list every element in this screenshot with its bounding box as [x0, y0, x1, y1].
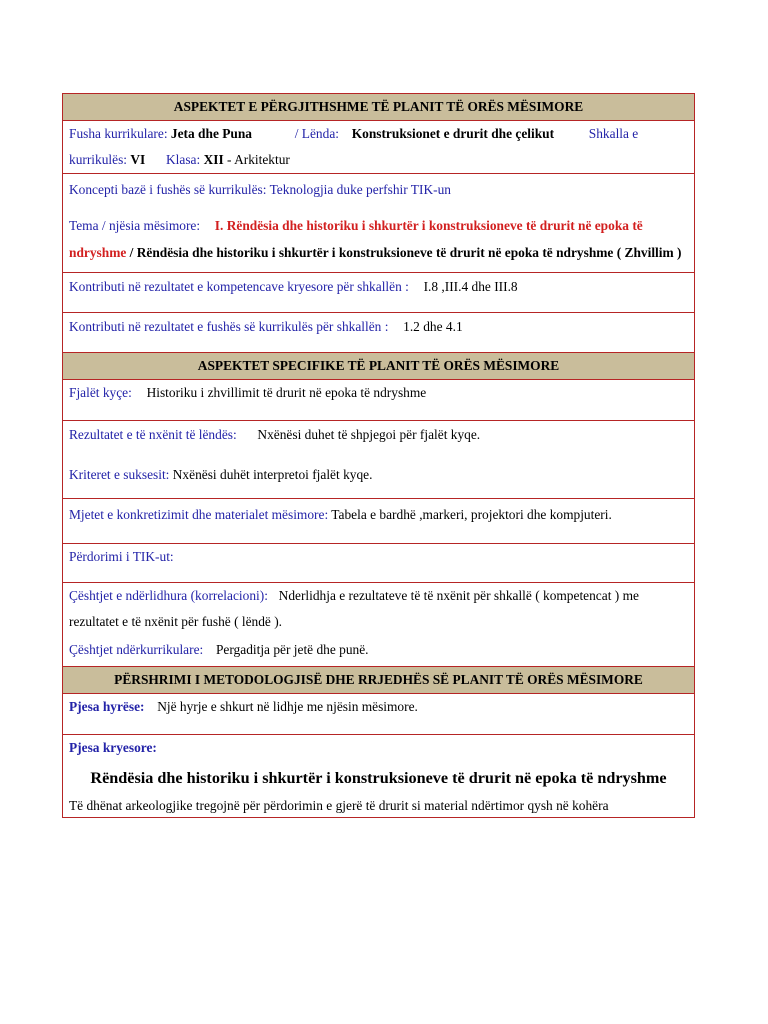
rezultatet-value: Nxënësi duhet të shpjegoi për fjalët kyqe. — [257, 427, 481, 442]
klasa-label: Klasa: — [165, 152, 201, 167]
kontributi-kompetenca-label: Kontributi në rezultatet e kompetencave kryesore për shkallën : — [69, 279, 409, 294]
lenda-label: / Lënda: — [294, 126, 339, 141]
koncepti-value: Teknologjia duke perfshir TIK-un — [269, 182, 451, 197]
kontributi-fusha-value: 1.2 dhe 4.1 — [403, 319, 463, 334]
row-hyrese — [63, 694, 695, 735]
kryesore-label: Pjesa kryesore: — [69, 740, 157, 755]
section-title-specific: ASPEKTET SPECIFIKE TË PLANIT TË ORËS MËSIMORE — [63, 353, 695, 380]
kriteret-value: Nxënësi duhët interpretoi fjalët kyqe. — [172, 467, 373, 482]
section-header-specific — [63, 353, 695, 380]
fjalet-label: Fjalët kyçe: — [69, 385, 132, 400]
tema-red-text: I. Rëndësia dhe historiku i shkurtër i konstruksioneve të drurit në epoka të ndryshme — [69, 218, 643, 260]
row-koncepti-tema — [63, 174, 695, 273]
row-kontributi-fusha — [63, 313, 695, 353]
hyrese-value: Një hyrje e shkurt në lidhje me njësin mësimore. — [157, 699, 418, 714]
koncepti-label: Koncepti bazë i fushës së kurrikulës: — [69, 182, 267, 197]
row-kontributi-kompetenca — [63, 273, 695, 313]
row-tik — [63, 544, 695, 583]
mjetet-label: Mjetet e konkretizimit dhe materialet mësimore: — [69, 507, 329, 522]
tema-label: Tema / njësia mësimore: — [69, 218, 201, 233]
row-fusha — [63, 121, 695, 174]
lenda-value: Konstruksionet e drurit dhe çelikut — [351, 126, 555, 141]
tik-label: Përdorimi i TIK-ut: — [69, 549, 174, 564]
section-header-methodology — [63, 667, 695, 694]
lesson-plan-page — [62, 93, 695, 818]
fusha-value: Jeta dhe Puna — [170, 126, 253, 141]
shkalla-label: Shkalla e kurrikulës: — [69, 126, 639, 167]
section-header-general — [63, 94, 695, 121]
section-title-general: ASPEKTET E PËRGJITHSHME TË PLANIT TË ORËS MËSIMORE — [63, 94, 695, 121]
kontributi-fusha-label: Kontributi në rezultatet e fushës së kurrikulës për shkallën : — [69, 319, 389, 334]
row-fjalet — [63, 380, 695, 421]
kriteret-label: Kriteret e suksesit: — [69, 467, 170, 482]
kontributi-kompetenca-value: I.8 ,III.4 dhe III.8 — [423, 279, 518, 294]
tema-black-text: / Rëndësia dhe historiku i shkurtër i konstruksioneve të drurit në epoka të ndryshme ( Zhvillim ) — [129, 245, 682, 260]
klasa-suffix: - Arkitektur — [227, 152, 290, 167]
kryesore-paragraph: Të dhënat arkeologjike tregojnë për përdorimin e gjerë të drurit si material ndërtimor qysh në kohëra — [69, 798, 609, 813]
row-rezultatet-kriteret — [63, 421, 695, 499]
lesson-plan-table — [62, 93, 695, 818]
rezultatet-label: Rezultatet e të nxënit të lëndës: — [69, 427, 237, 442]
klasa-value: XII — [203, 152, 224, 167]
hyrese-label: Pjesa hyrëse: — [69, 699, 145, 714]
row-ceshtjet — [63, 583, 695, 667]
fusha-label: Fusha kurrikulare: — [69, 126, 168, 141]
row-mjetet — [63, 499, 695, 544]
fjalet-value: Historiku i zhvillimit të drurit në epoka të ndryshme — [146, 385, 427, 400]
ceshtjet-value: Nderlidhja e rezultateve të të nxënit për shkallë ( kompetencat ) me rezultatet e të nxënit për fushë ( lëndë ). — [69, 588, 639, 629]
nderkurrikulare-label: Çështjet ndërkurrikulare: — [69, 642, 204, 657]
nderkurrikulare-value: Pergaditja për jetë dhe punë. — [215, 642, 369, 657]
row-kryesore — [63, 735, 695, 818]
section-title-methodology: PËRSHRIMI I METODOLOGJISË DHE RRJEDHËS SË PLANIT TË ORËS MËSIMORE — [63, 667, 695, 694]
mjetet-value: Tabela e bardhë ,markeri, projektori dhe kompjuteri. — [331, 507, 612, 522]
ceshtjet-label: Çështjet e ndërlidhura (korrelacioni): — [69, 588, 268, 603]
kryesore-heading: Rëndësia dhe historiku i shkurtër i konstruksioneve të drurit në epoka të ndryshme — [90, 769, 667, 787]
shkalla-value: VI — [130, 152, 146, 167]
